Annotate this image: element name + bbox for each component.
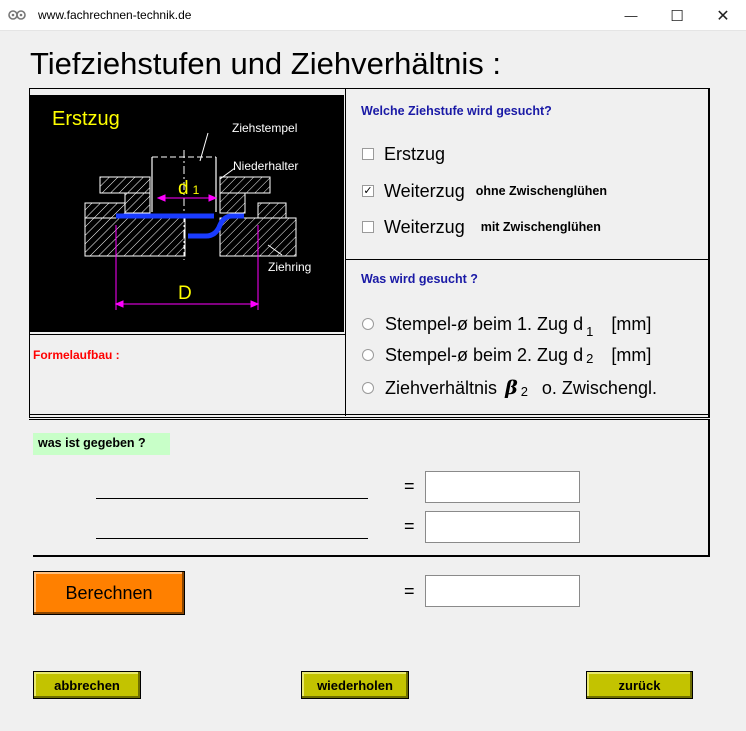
label-ziehring: Ziehring [268, 260, 312, 274]
back-button[interactable]: zurück [586, 671, 693, 699]
label-niederhalter: Niederhalter [233, 159, 299, 173]
target-option-beta[interactable] [362, 377, 657, 399]
drawing-ring-shape [85, 203, 296, 256]
top-panel-bottom-rule [29, 414, 709, 415]
formula-label: Formelaufbau : [33, 348, 120, 362]
stage-option-note: mit Zwischenglühen [480, 220, 601, 234]
target-question: Was wird gesucht ? [361, 272, 478, 286]
given-row-1-input[interactable] [425, 471, 580, 503]
stage-question: Welche Ziehstufe wird gesucht? [361, 104, 552, 118]
stage-option-label: Weiterzug [384, 180, 465, 201]
target-option-d2[interactable] [362, 344, 651, 366]
page-title: Tiefziehstufen und Ziehverhältnis : [30, 46, 501, 81]
given-row-2-equals: = [404, 516, 415, 536]
result-equals: = [404, 581, 415, 601]
target-option-sub: 2 [586, 350, 594, 366]
stage-option-note: ohne Zwischenglühen [475, 184, 607, 198]
target-option-unit: [mm] [611, 313, 652, 334]
stage-option-label: Erstzug [384, 143, 446, 164]
weiterzug-ohne-checkbox[interactable] [362, 185, 374, 197]
stage-option-weiterzug-ohne[interactable] [362, 180, 607, 202]
app-icon [8, 8, 26, 22]
target-option-label: Ziehverhältnis [385, 377, 498, 398]
d2-radio[interactable] [362, 349, 374, 361]
checkmark-icon: ✓ [363, 184, 373, 197]
target-option-label: Stempel-ø beim 2. Zug d [385, 344, 584, 365]
target-option-sub: 2 [520, 383, 528, 399]
maximize-button[interactable] [654, 0, 700, 31]
minimize-button[interactable] [608, 0, 654, 31]
figure-title: Erstzug [52, 108, 120, 130]
given-section-bottom-rule [33, 555, 710, 557]
stage-option-weiterzug-mit[interactable] [362, 216, 601, 238]
top-panel-divider [345, 88, 346, 416]
window-titlebar [0, 0, 746, 31]
window-title: www.fachrechnen-technik.de [38, 8, 192, 22]
given-section-right-rule [708, 419, 710, 557]
close-button[interactable] [700, 0, 746, 31]
given-row-2-input[interactable] [425, 511, 580, 543]
top-panel-shadow-right [708, 88, 710, 418]
target-option-d1[interactable] [362, 313, 652, 339]
result-output[interactable] [425, 575, 580, 607]
target-option-sub: 1 [586, 323, 594, 339]
minimize-icon: — [624, 8, 638, 23]
repeat-button[interactable]: wiederholen [301, 671, 409, 699]
label-ziehstempel: Ziehstempel [232, 121, 298, 135]
weiterzug-mit-checkbox[interactable] [362, 221, 374, 233]
given-section-top-rule [29, 419, 709, 420]
stage-option-erstzug[interactable] [362, 143, 445, 165]
erstzug-checkbox[interactable] [362, 148, 374, 160]
target-option-suffix: o. Zwischengl. [541, 377, 657, 398]
close-icon: ✕ [716, 7, 730, 25]
calculate-button[interactable]: Berechnen [33, 571, 185, 615]
stage-option-label: Weiterzug [384, 216, 465, 237]
d1-radio[interactable] [362, 318, 374, 330]
given-row-2-label-line [96, 538, 368, 539]
label-d1: d 1 [178, 178, 200, 199]
figure-formula-divider [29, 334, 346, 335]
deep-drawing-figure [30, 95, 344, 332]
label-D: D [178, 283, 192, 304]
given-label: was ist gegeben ? [33, 433, 170, 455]
given-row-1-equals: = [404, 476, 415, 496]
maximize-icon: ☐ [670, 7, 684, 25]
cancel-button[interactable]: abbrechen [33, 671, 141, 699]
beta-radio[interactable] [362, 382, 374, 394]
target-option-unit: [mm] [611, 344, 652, 365]
beta-symbol: β [505, 377, 518, 399]
stage-target-divider [345, 259, 708, 260]
given-row-1-label-line [96, 498, 368, 499]
target-option-label: Stempel-ø beim 1. Zug d [385, 313, 584, 334]
